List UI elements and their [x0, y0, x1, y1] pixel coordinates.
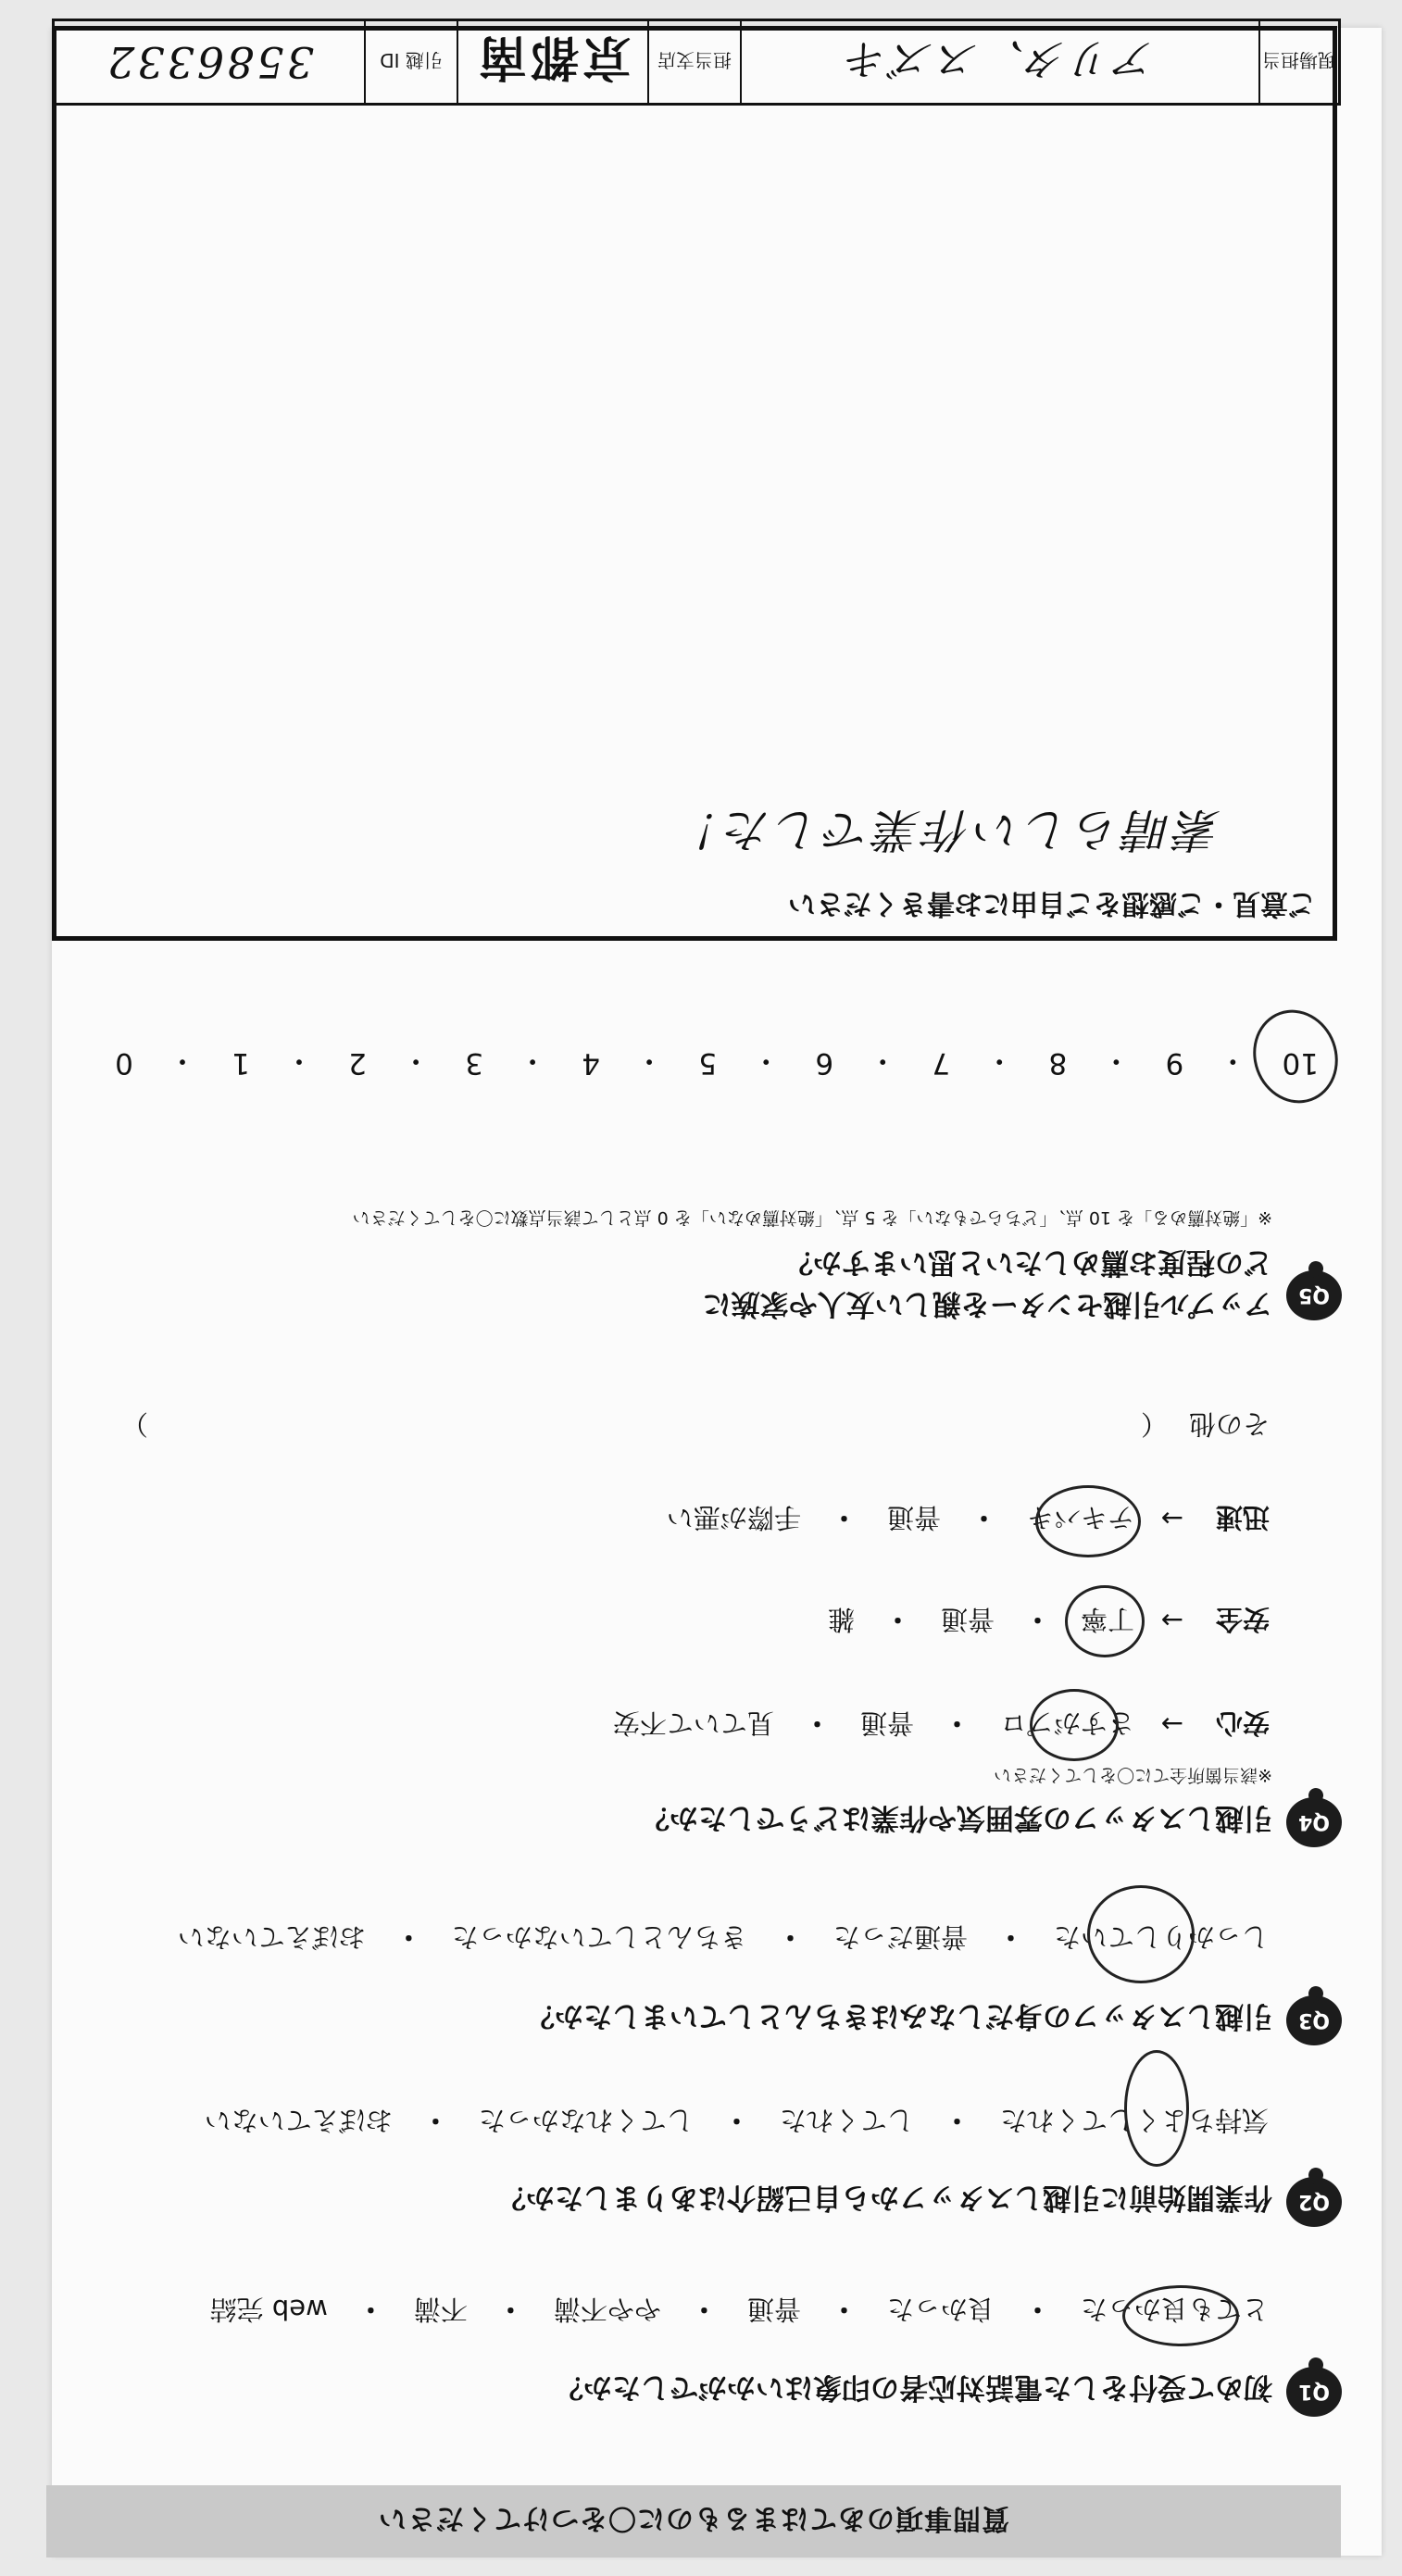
id-value-cell — [55, 21, 364, 103]
q5-badge: Q5 — [1286, 1270, 1342, 1320]
q5-score-4[interactable]: 4 — [582, 1046, 600, 1081]
q1-question: 初めて受付をした電話対応者の印象はいかがでしたか？ — [555, 2370, 1272, 2404]
q4-badge: Q4 — [1286, 1797, 1342, 1847]
q5-question-line1: アップル引越センターを親しい友人や家族に — [702, 1287, 1272, 1320]
q4-speed-option-brisk[interactable]: テキパキ — [1026, 1502, 1134, 1533]
q2-options: 気持ちよくしてくれた ・ してくれた ・ してくれなかった ・ おぼえていない — [199, 2103, 1274, 2141]
q4-other-close: ） — [121, 1408, 149, 1440]
q4-row-label: 迅速 — [1215, 1502, 1270, 1533]
q1-option-good[interactable]: 良かった — [886, 2294, 995, 2325]
arrow-right-icon: → — [1160, 1605, 1184, 1637]
q4-relief-option-anxious[interactable]: 見ていて不安 — [612, 1707, 774, 1739]
handwritten-comment: 素晴らしい作業でした！ — [671, 803, 1221, 857]
q5-question-line2: どの程度お薦めしたいと思いますか？ — [784, 1245, 1272, 1279]
q5-score-0[interactable]: 0 — [115, 1046, 133, 1081]
q5-score-1[interactable]: 1 — [232, 1046, 250, 1081]
q2-badge: Q2 — [1286, 2177, 1342, 2227]
branch-value: 京都南 — [475, 29, 632, 85]
q3-option-dont-remember[interactable]: おぼえていない — [177, 1921, 366, 1953]
q4-safety-selection-circle — [1065, 1585, 1145, 1657]
comment-title: ご意見・ご感想をご自由にお書きください — [788, 887, 1316, 919]
q5-score-9[interactable]: 9 — [1165, 1046, 1184, 1081]
id-label: 引越 ID — [380, 49, 443, 72]
q3-option-normal[interactable]: 普通だった — [832, 1921, 968, 1953]
comment-box[interactable] — [52, 26, 1337, 941]
leader-value-cell — [740, 21, 1258, 103]
q4-safety-option-normal[interactable]: 普通 — [940, 1604, 995, 1635]
id-value: 3586332 — [105, 37, 314, 87]
q5-score-7[interactable]: 7 — [932, 1046, 951, 1081]
q4-speed-selection-circle — [1035, 1485, 1141, 1557]
q4-other — [121, 1407, 1270, 1444]
leader-value: アリタ、スズキ — [843, 34, 1158, 84]
q2-option-did-not[interactable]: してくれなかった — [478, 2105, 694, 2136]
branch-value-cell — [457, 21, 647, 103]
q5-score-5[interactable]: 5 — [698, 1046, 718, 1081]
q4-other-label: その他 — [1188, 1408, 1270, 1440]
q4-safety-option-careful[interactable]: 丁寧 — [1080, 1604, 1134, 1635]
leader-label: 現場担当 — [1262, 49, 1336, 72]
q1-options: とても良かった ・ 良かった ・ 普通 ・ やや不満 ・ 不満 ・ web 完結 — [205, 2292, 1274, 2330]
instruction-banner: 質問事項のあてはまるものに〇をつけてください — [46, 2485, 1341, 2557]
q4-question: 引越しスタッフの雰囲気や作業はどうでしたか？ — [641, 1801, 1272, 1834]
q4-other-open: （ — [1140, 1408, 1168, 1440]
branch-label: 担当支店 — [657, 49, 732, 72]
id-label-cell — [364, 21, 457, 103]
q5-score-10[interactable]: 10 — [1282, 1046, 1319, 1081]
q5-score-3[interactable]: 3 — [465, 1046, 483, 1081]
q4-relief-option-normal[interactable]: 普通 — [859, 1707, 914, 1739]
q1-option-normal[interactable]: 普通 — [746, 2294, 801, 2325]
q2-question: 作業開始前に引越しスタッフから自己紹介はありましたか？ — [497, 2181, 1272, 2214]
q4-relief-selection-circle — [1030, 1689, 1119, 1761]
q2-option-did[interactable]: してくれた — [779, 2105, 914, 2136]
q1-option-web[interactable]: web 完結 — [209, 2294, 328, 2325]
q3-badge: Q3 — [1286, 1995, 1342, 2045]
q1-badge: Q1 — [1286, 2367, 1342, 2417]
q1-selection-circle — [1122, 2285, 1239, 2346]
q5-score-2[interactable]: 2 — [348, 1046, 367, 1081]
q4-row-speed: 迅速 → テキパキ ・ 普通 ・ 手際が悪い — [661, 1500, 1270, 1538]
q4-safety-option-rough[interactable]: 雑 — [827, 1604, 855, 1635]
q2-option-pleasant[interactable]: 気持ちよくしてくれた — [999, 2105, 1269, 2136]
q1-option-slightly-dissatisfied[interactable]: やや不満 — [553, 2294, 661, 2325]
q5-scale: 10 ・ 9 ・ 8 ・ 7 ・ 6 ・ 5 ・ 4 ・ 3 ・ 2 ・ 1 ・ 0 — [115, 1044, 1319, 1081]
q4-note: ※該当箇所全てに〇をしてください — [994, 1765, 1272, 1785]
q2-option-dont-remember[interactable]: おぼえていない — [204, 2105, 393, 2136]
q3-option-neat[interactable]: しっかりしていた — [1053, 1921, 1269, 1953]
q4-row-relief: 安心 → さすがプロ ・ 普通 ・ 見ていて不安 — [607, 1706, 1270, 1744]
q4-row-label: 安心 — [1215, 1707, 1270, 1739]
q1-option-very-good[interactable]: とても良かった — [1080, 2294, 1269, 2325]
q3-option-not-neat[interactable]: きちんとしていなかった — [451, 1921, 747, 1953]
q5-note: ※「絶対薦める」を 10 点、「どちらでもない」を 5 点、「絶対薦めない」を 0 点として該当点数に〇をしてください — [352, 1207, 1272, 1228]
q4-row-label: 安全 — [1215, 1604, 1270, 1635]
q3-question: 引越しスタッフの身だしなみはきちんとしていましたか？ — [526, 1999, 1272, 2032]
q4-row-safety: 安全 → 丁寧 ・ 普通 ・ 雑 — [822, 1602, 1270, 1640]
arrow-right-icon: → — [1160, 1503, 1184, 1535]
q1-option-dissatisfied[interactable]: 不満 — [413, 2294, 468, 2325]
q5-score-8[interactable]: 8 — [1048, 1046, 1068, 1081]
leader-label-cell — [1258, 21, 1338, 103]
q4-speed-option-normal[interactable]: 普通 — [886, 1502, 941, 1533]
footer-table — [52, 19, 1341, 106]
branch-label-cell — [647, 21, 740, 103]
q5-score-6[interactable]: 6 — [815, 1046, 834, 1081]
q4-relief-option-pro[interactable]: さすがプロ — [999, 1707, 1134, 1739]
q4-speed-option-clumsy[interactable]: 手際が悪い — [666, 1502, 801, 1533]
q3-options: しっかりしていた ・ 普通だった ・ きちんとしていなかった ・ おぼえていない — [172, 1919, 1274, 1957]
q3-selection-circle — [1087, 1885, 1195, 1983]
q2-selection-circle — [1124, 2050, 1189, 2167]
arrow-right-icon: → — [1160, 1708, 1184, 1741]
